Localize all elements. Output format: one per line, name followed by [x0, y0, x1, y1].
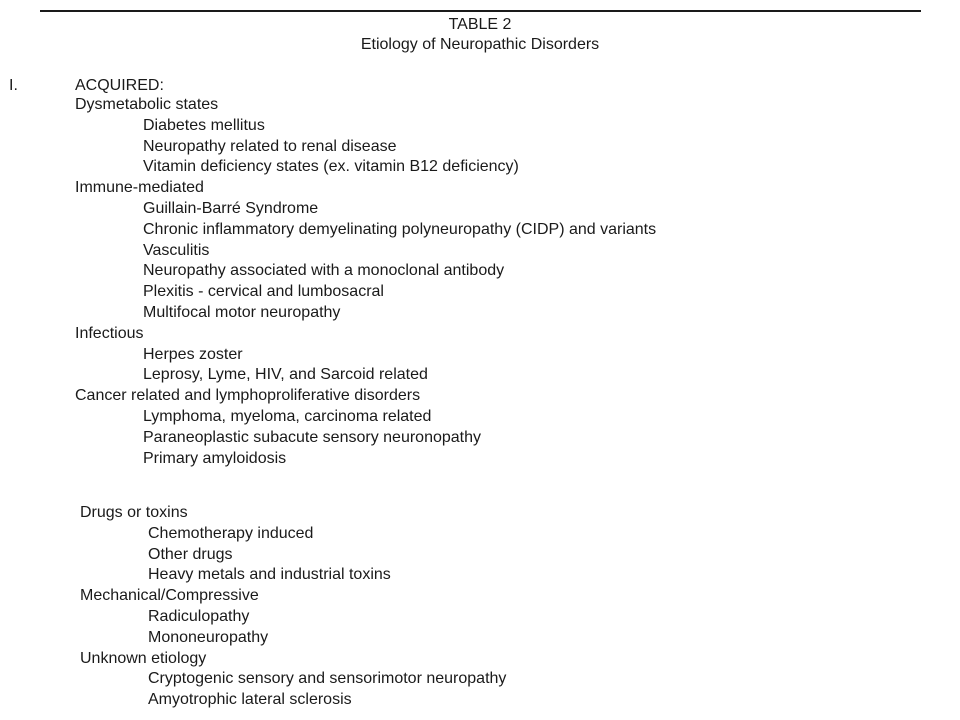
list-item: Herpes zoster — [143, 345, 243, 363]
list-item: Vitamin deficiency states (ex. vitamin B12 deficiency) — [143, 158, 519, 176]
list-item: Primary amyloidosis — [143, 449, 287, 467]
section-numeral: I. — [9, 77, 18, 94]
list-item: Multifocal motor neuropathy — [143, 303, 341, 321]
group-heading: Unknown etiology — [80, 649, 207, 667]
list-item: Neuropathy related to renal disease — [143, 137, 397, 155]
list-item: Radiculopathy — [148, 607, 250, 625]
list-item: Leprosy, Lyme, HIV, and Sarcoid related — [143, 366, 428, 384]
acquired-list-part-1 — [75, 95, 656, 469]
group-heading: Mechanical/Compressive — [80, 587, 259, 605]
list-item: Mononeuropathy — [148, 628, 269, 646]
list-item: Chemotherapy induced — [148, 524, 314, 542]
list-item: Vasculitis — [143, 241, 210, 259]
list-item: Cryptogenic sensory and sensorimotor neuropathy — [148, 670, 507, 688]
list-item: Plexitis - cervical and lumbosacral — [143, 283, 384, 301]
list-item: Lymphoma, myeloma, carcinoma related — [143, 407, 432, 425]
list-item: Paraneoplastic subacute sensory neuronopathy — [143, 428, 481, 446]
group-heading: Infectious — [75, 324, 144, 342]
list-item: Guillain-Barré Syndrome — [143, 199, 319, 217]
top-rule — [40, 10, 921, 12]
list-item: Chronic inflammatory demyelinating polyneuropathy (CIDP) and variants — [143, 220, 657, 238]
section-label: ACQUIRED: — [75, 77, 164, 94]
table-subtitle: Etiology of Neuropathic Disorders — [360, 36, 600, 53]
group-heading: Drugs or toxins — [80, 504, 188, 521]
acquired-list-part-2 — [80, 503, 506, 711]
group-heading: Dysmetabolic states — [75, 96, 219, 113]
table-title: TABLE 2 — [448, 16, 512, 33]
list-item: Diabetes mellitus — [143, 116, 265, 134]
list-item: Amyotrophic lateral sclerosis — [148, 691, 352, 709]
list-item: Neuropathy associated with a monoclonal antibody — [143, 262, 505, 280]
list-item: Other drugs — [148, 545, 233, 563]
group-heading: Cancer related and lymphoproliferative disorders — [75, 387, 421, 405]
group-heading: Immune-mediated — [75, 179, 204, 197]
list-item: Heavy metals and industrial toxins — [148, 566, 391, 584]
